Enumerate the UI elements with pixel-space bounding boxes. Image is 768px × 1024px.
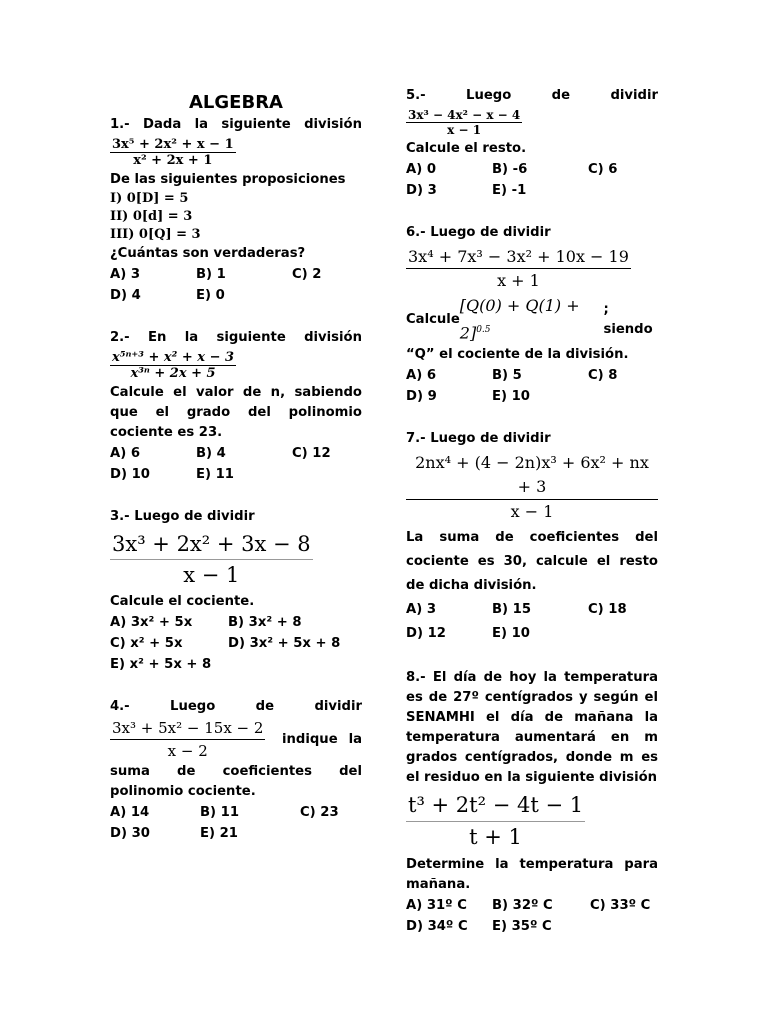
question-1-text: De las siguientes proposiciones	[110, 172, 346, 187]
option-c: C) 33º C	[590, 898, 651, 914]
option-e: E) 11	[196, 467, 234, 482]
question-4-options	[110, 802, 362, 844]
question-5-denominator: x − 1	[406, 122, 522, 137]
expression-exponent: 0.5	[476, 325, 491, 335]
option-a: A) 31º C	[406, 898, 467, 914]
option-d: D) 4	[110, 288, 141, 303]
option-e: E) x² + 5x + 8	[110, 657, 212, 672]
question-7	[406, 429, 658, 646]
option-d: D) 34º C	[406, 919, 468, 935]
option-e: E) 35º C	[492, 919, 552, 935]
question-7-options	[406, 598, 658, 646]
question-8	[406, 668, 658, 937]
option-b: B) 4	[196, 446, 226, 461]
question-4-denominator: x − 2	[110, 739, 265, 762]
question-4-heading: 4.- Luego de dividir	[110, 699, 362, 714]
question-8-options	[406, 895, 658, 937]
question-7-fraction	[406, 451, 658, 524]
option-a: A) 3x² + 5x	[110, 615, 193, 630]
question-3	[110, 507, 362, 675]
question-1-prompt: ¿Cuántas son verdaderas?	[110, 246, 306, 261]
question-5-text: Calcule el resto.	[406, 141, 527, 156]
proposition-1: I) 0[D] = 5	[110, 191, 189, 206]
option-a: A) 6	[110, 446, 141, 461]
question-2	[110, 328, 362, 485]
question-8-heading: 8.- El día de hoy la temperatura es de 27º centígrados y según el SENAMHI el día de mañana la temperatura aumentará en m grados centígrados, donde m es el residuo en la siguiente división	[406, 670, 658, 786]
option-c: C) 8	[588, 368, 618, 384]
question-2-heading: 2.- En la siguiente división	[110, 330, 362, 345]
question-3-text: Calcule el cociente.	[110, 594, 255, 609]
option-d: D) 10	[110, 467, 150, 482]
option-c: C) 6	[588, 162, 618, 177]
option-d: D) 30	[110, 826, 150, 841]
question-8-numerator: t³ + 2t² − 4t − 1	[408, 793, 584, 818]
question-6-heading: 6.- Luego de dividir	[406, 225, 551, 240]
option-e: E) -1	[492, 183, 527, 198]
option-b: B) 1	[196, 267, 226, 282]
question-4-fraction-row	[110, 717, 362, 762]
question-5-fraction	[406, 108, 658, 137]
option-b: B) 5	[492, 368, 522, 384]
option-e: E) 10	[492, 626, 530, 642]
question-3-denominator: x − 1	[110, 559, 313, 590]
page-title: ALGEBRA	[189, 92, 283, 113]
option-c: C) 23	[300, 805, 339, 820]
question-6-calcule: Calcule	[406, 311, 460, 327]
option-e: E) 10	[492, 389, 530, 405]
question-6-fraction	[406, 245, 658, 292]
question-5-numerator: 3x³ − 4x² − x − 4	[408, 108, 521, 122]
question-8-text: Determine la temperatura para mañana.	[406, 857, 658, 893]
question-2-denominator: x³ⁿ + 2x + 5	[110, 365, 236, 381]
question-6-options	[406, 365, 658, 407]
question-1-denominator: x² + 2x + 1	[110, 152, 236, 168]
option-a: A) 3	[406, 602, 437, 618]
question-1-options	[110, 264, 362, 306]
option-d: D) 3x² + 5x + 8	[228, 636, 341, 651]
question-4-numerator: 3x³ + 5x² − 15x − 2	[112, 719, 264, 737]
option-e: E) 21	[200, 826, 238, 841]
question-2-options	[110, 443, 362, 485]
proposition-2: II) 0[d] = 3	[110, 209, 193, 224]
question-3-heading: 3.- Luego de dividir	[110, 509, 255, 524]
option-c: C) 18	[588, 602, 627, 618]
option-b: B) -6	[492, 162, 528, 177]
question-3-options	[110, 612, 362, 675]
question-4-fraction	[110, 717, 265, 762]
question-8-denominator: t + 1	[406, 821, 585, 853]
question-5-options	[406, 159, 658, 201]
option-a: A) 14	[110, 805, 150, 820]
option-b: B) 15	[492, 602, 532, 618]
question-7-denominator: x − 1	[406, 499, 658, 524]
option-d: D) 12	[406, 626, 446, 642]
right-column	[406, 86, 658, 959]
question-5-heading: 5.- Luego de dividir	[406, 88, 658, 103]
option-a: A) 0	[406, 162, 437, 177]
question-7-numerator: 2nx⁴ + (4 − 2n)x³ + 6x² + nx + 3	[415, 453, 649, 497]
question-1-numerator: 3x⁵ + 2x² + x − 1	[112, 137, 234, 152]
option-a: A) 3	[110, 267, 141, 282]
option-b: B) 11	[200, 805, 240, 820]
option-c: C) 2	[292, 267, 322, 282]
question-2-text: Calcule el valor de n, sabiendo que el grado del polinomio cociente es 23.	[110, 385, 362, 440]
question-6	[406, 223, 658, 407]
question-4-inline-text: indique la	[282, 731, 362, 747]
proposition-3: III) 0[Q] = 3	[110, 227, 201, 242]
question-4-text: suma de coeficientes del polinomio cociente.	[110, 764, 362, 799]
question-6-expression	[460, 294, 604, 345]
question-8-fraction	[406, 790, 658, 853]
option-d: D) 9	[406, 389, 437, 405]
question-2-numerator: x⁵ⁿ⁺³ + x² + x − 3	[112, 350, 235, 365]
question-1-fraction	[110, 137, 362, 168]
question-6-text: “Q” el cociente de la división.	[406, 347, 629, 363]
question-7-text: La suma de coeficientes del cociente es 30, calcule el resto de dicha división.	[406, 530, 658, 594]
question-4	[110, 697, 362, 844]
question-3-fraction	[110, 529, 362, 590]
question-5	[406, 86, 658, 201]
question-6-numerator: 3x⁴ + 7x³ − 3x² + 10x − 19	[408, 247, 629, 266]
question-6-denominator: x + 1	[406, 268, 631, 292]
question-7-heading: 7.- Luego de dividir	[406, 431, 551, 447]
question-1	[110, 115, 362, 306]
option-c: C) x² + 5x	[110, 636, 183, 651]
option-c: C) 12	[292, 446, 331, 461]
question-3-numerator: 3x³ + 2x² + 3x − 8	[112, 532, 311, 556]
left-column	[110, 86, 362, 866]
question-1-heading: 1.- Dada la siguiente división	[110, 117, 362, 132]
option-d: D) 3	[406, 183, 437, 198]
question-6-siendo: ; siendo	[603, 301, 653, 337]
option-b: B) 3x² + 8	[228, 615, 302, 630]
question-6-expression-row	[406, 294, 658, 345]
question-2-fraction	[110, 350, 362, 381]
option-a: A) 6	[406, 368, 437, 384]
expression-text: [Q(0) + Q(1) + 2]	[459, 296, 580, 343]
option-b: B) 32º C	[492, 898, 553, 914]
option-e: E) 0	[196, 288, 225, 303]
